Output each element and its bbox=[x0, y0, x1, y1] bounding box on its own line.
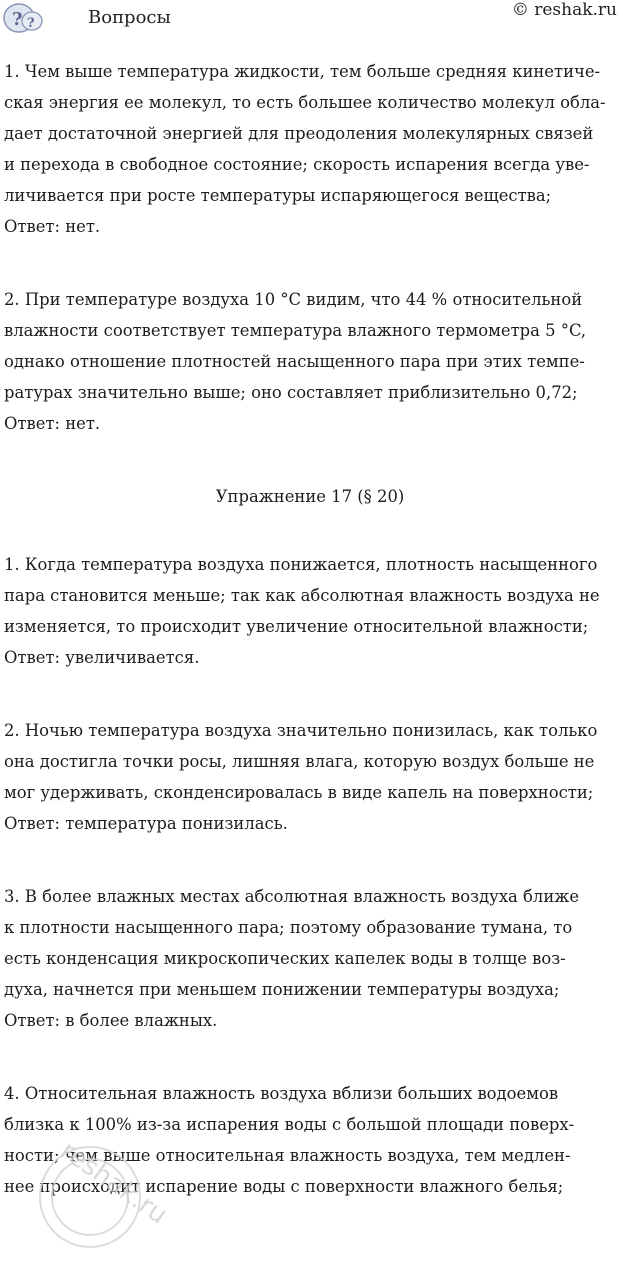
text-line: однако отношение плотностей насыщенного пара при этих темпе- bbox=[4, 352, 585, 371]
text-line: влажности соответствует температура влажного термометра 5 °C, bbox=[4, 321, 587, 340]
text-line: ности; чем выше относительная влажность воздуха, тем медлен- bbox=[4, 1146, 571, 1165]
text-line: к плотности насыщенного пара; поэтому образование тумана, то bbox=[4, 918, 573, 937]
text-line: нее происходит испарение воды с поверхности влажного белья; bbox=[4, 1177, 564, 1196]
page-header bbox=[0, 0, 623, 40]
text-line: изменяется, то происходит увеличение относительной влажности; bbox=[4, 617, 589, 636]
answer-line: Ответ: увеличивается. bbox=[4, 648, 200, 667]
exercise-item-3 bbox=[4, 881, 616, 1036]
text-line: она достигла точки росы, лишняя влага, которую воздух больше не bbox=[4, 752, 595, 771]
text-line: пара становится меньше; так как абсолютная влажность воздуха не bbox=[4, 586, 600, 605]
text-line: 1. Чем выше температура жидкости, тем больше средняя кинетиче- bbox=[4, 62, 601, 81]
text-line: духа, начнется при меньшем понижении температуры воздуха; bbox=[4, 980, 560, 999]
exercise-item-4 bbox=[4, 1078, 616, 1202]
answer-line: Ответ: нет. bbox=[4, 217, 101, 236]
text-line: дает достаточной энергией для преодоления молекулярных связей bbox=[4, 124, 594, 143]
svg-text:reshak.ru: reshak.ru bbox=[54, 1135, 173, 1231]
text-line: ратурах значительно выше; оно составляет приблизительно 0,72; bbox=[4, 383, 578, 402]
section-label: Вопросы bbox=[88, 7, 171, 28]
answer-line: Ответ: нет. bbox=[4, 414, 101, 433]
exercise-item-1 bbox=[4, 549, 616, 673]
answer-line: Ответ: температура понизилась. bbox=[4, 814, 288, 833]
text-line: 3. В более влажных местах абсолютная влажность воздуха ближе bbox=[4, 887, 580, 906]
text-line: есть конденсация микроскопических капелек воды в толще воз- bbox=[4, 949, 566, 968]
text-line: 2. Ночью температура воздуха значительно понизилась, как только bbox=[4, 721, 598, 740]
question-mark-logo-icon bbox=[2, 1, 46, 35]
svg-text:?: ? bbox=[27, 16, 35, 31]
site-copyright: © reshak.ru bbox=[511, 0, 617, 20]
text-line: близка к 100% из-за испарения воды с большой площади поверх- bbox=[4, 1115, 575, 1134]
text-line: 2. При температуре воздуха 10 °C видим, что 44 % относительной bbox=[4, 290, 583, 309]
document-body bbox=[4, 56, 616, 1202]
text-line: и перехода в свободное состояние; скорость испарения всегда уве- bbox=[4, 155, 590, 174]
answer-line: Ответ: в более влажных. bbox=[4, 1011, 218, 1030]
exercise-title: Упражнение 17 (§ 20) bbox=[215, 487, 405, 506]
svg-text:?: ? bbox=[12, 9, 23, 30]
text-line: 1. Когда температура воздуха понижается, плотность насыщенного bbox=[4, 555, 598, 574]
question-1 bbox=[4, 56, 616, 242]
text-line: ская энергия ее молекул, то есть большее количество молекул обла- bbox=[4, 93, 606, 112]
text-line: 4. Относительная влажность воздуха вблизи больших водоемов bbox=[4, 1084, 559, 1103]
text-line: мог удерживать, сконденсировалась в виде капель на поверхности; bbox=[4, 783, 594, 802]
question-2 bbox=[4, 284, 616, 439]
text-line: личивается при росте температуры испаряющегося вещества; bbox=[4, 186, 552, 205]
exercise-item-2 bbox=[4, 715, 616, 839]
